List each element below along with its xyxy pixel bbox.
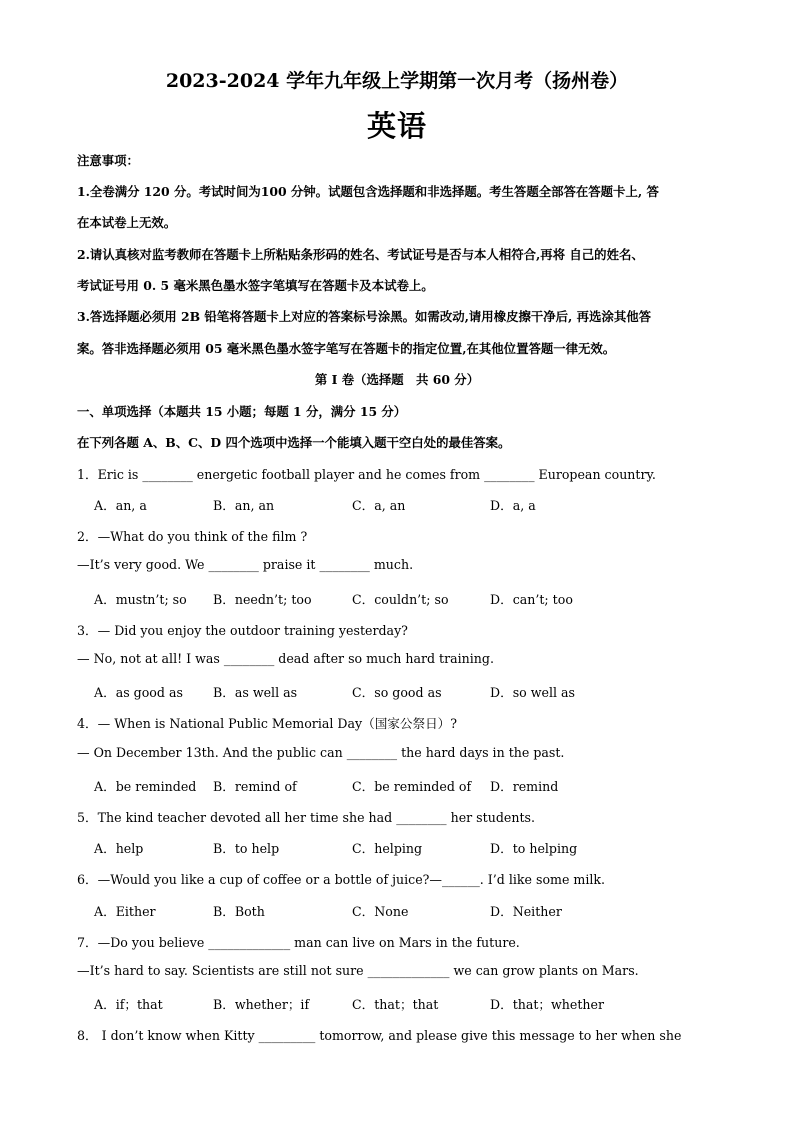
subject-title: 英语 — [366, 109, 427, 143]
question-stem: 8． I don’t know when Kitty _________ tomorrow, and please give this message to her when she — [77, 1028, 682, 1043]
option-b: B．an, an — [213, 498, 275, 513]
notes-line: 3.答选择题必须用 2B 铅笔将答题卡上对应的答案标号涂黑。如需改动,请用橡皮擦干净后, 再选涂其他答 — [77, 309, 652, 324]
question-stem: — No, not at all! I was ________ dead after so much hard training. — [77, 651, 494, 666]
option-c: C．helping — [352, 841, 423, 856]
option-d: D．Neither — [490, 904, 562, 919]
option-b: B．as well as — [213, 685, 298, 700]
question-stem: 4．— When is National Public Memorial Day（国家公祭日）? — [77, 716, 458, 731]
question-stem: 7．—Do you believe _____________ man can live on Mars in the future. — [77, 935, 520, 950]
option-a: A．as good as — [94, 685, 183, 700]
question-stem: —It’s very good. We ________ praise it ________ much. — [77, 557, 414, 572]
option-a: A．mustn’t; so — [94, 592, 187, 607]
option-a: A．help — [94, 841, 144, 856]
option-c: C．that；that — [352, 997, 439, 1012]
option-c: C．a, an — [352, 498, 406, 513]
option-b: B．remind of — [213, 779, 297, 794]
question-stem: 2．—What do you think of the film ? — [77, 529, 308, 544]
option-b: B．needn’t; too — [213, 592, 312, 607]
question-stem: 6．—Would you like a cup of coffee or a bottle of juice?—______. I’d like some milk. — [77, 872, 606, 887]
notes-line: 1.全卷满分 120 分。考试时间为100 分钟。试题包含选择题和非选择题。考生答题全部答在答题卡上, 答 — [77, 184, 659, 199]
question-stem: — On December 13th. And the public can ________ the hard days in the past. — [77, 745, 565, 760]
notes-line: 2.请认真核对监考教师在答题卡上所粘贴条形码的姓名、考试证号是否与本人相符合,再将 自己的姓名、 — [77, 247, 644, 262]
notes-line: 考试证号用 0. 5 毫米黑色墨水签字笔填写在答题卡及本试卷上。 — [77, 278, 434, 293]
option-b: B．to help — [213, 841, 280, 856]
option-b: B．Both — [213, 904, 265, 919]
option-d: D．can’t; too — [490, 592, 573, 607]
option-b: B．whether；if — [213, 997, 310, 1012]
option-a: A．be reminded — [94, 779, 197, 794]
option-d: D．a, a — [490, 498, 536, 513]
option-c: C．be reminded of — [352, 779, 472, 794]
option-a: A．Either — [94, 904, 156, 919]
option-d: D．remind — [490, 779, 559, 794]
option-a: A．an, a — [94, 498, 147, 513]
question-stem: 3．— Did you enjoy the outdoor training yesterday? — [77, 623, 408, 638]
notes-heading: 注意事项： — [77, 153, 139, 168]
option-a: A．if；that — [94, 997, 163, 1012]
option-d: D．so well as — [490, 685, 576, 700]
question-stem: 1．Eric is ________ energetic football player and he comes from ________ European country. — [77, 467, 656, 482]
notes-line: 案。答非选择题必须用 05 毫米黑色墨水签字笔写在答题卡的指定位置,在其他位置答题一律无效。 — [77, 341, 616, 356]
question-stem: —It’s hard to say. Scientists are still not sure _____________ we can grow plants on Mars. — [77, 963, 639, 978]
page-title: 2023-2024 学年九年级上学期第一次月考（扬州卷） — [165, 70, 629, 92]
section-heading: 一、单项选择（本题共 15 小题；每题 1 分，满分 15 分） — [77, 404, 407, 419]
option-c: C．None — [352, 904, 409, 919]
option-d: D．that；whether — [490, 997, 605, 1012]
section-instruction: 在下列各题 A、B、C、D 四个选项中选择一个能填入题干空白处的最佳答案。 — [77, 435, 511, 450]
part-title: 第 I 卷（选择题 共 60 分） — [314, 372, 480, 387]
option-c: C．couldn’t; so — [352, 592, 449, 607]
question-stem: 5．The kind teacher devoted all her time she had ________ her students. — [77, 810, 535, 825]
option-c: C．so good as — [352, 685, 442, 700]
notes-line: 在本试卷上无效。 — [77, 215, 177, 230]
option-d: D．to helping — [490, 841, 578, 856]
